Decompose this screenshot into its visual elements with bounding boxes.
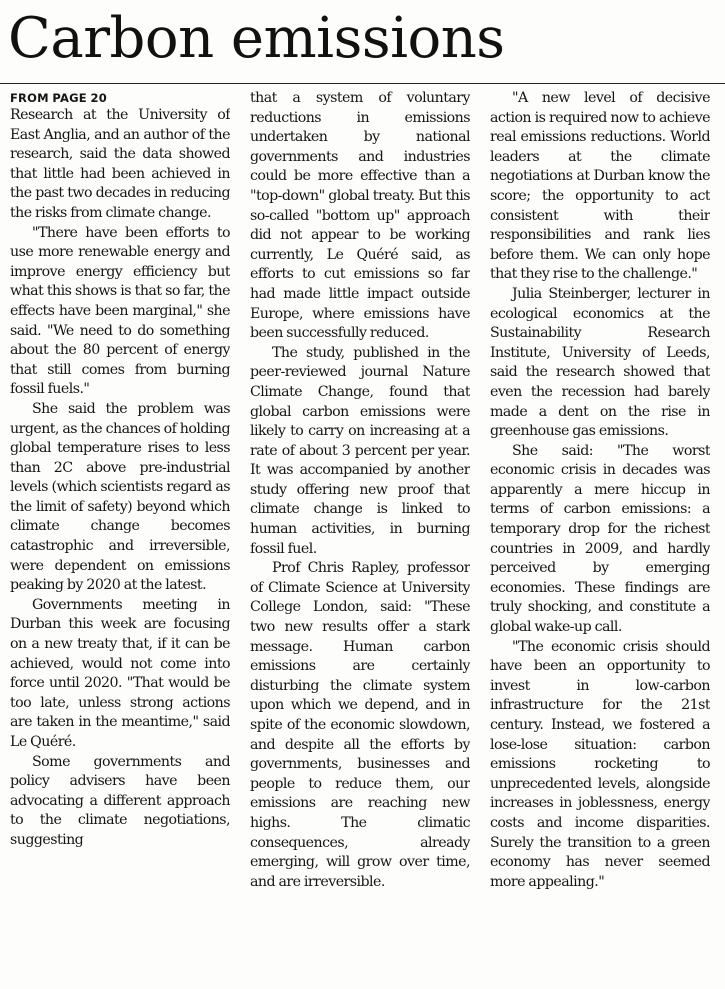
paragraph: Governments meeting in Durban this week are focusing on a new treaty that, if it can be achieved, would not come into force until 2020. "That would be too late, unless strong actions are taken in the meantime," said Le Quéré. (10, 596, 230, 750)
paragraph: that a system of voluntary reductions in emissions undertaken by national governments and industries could be more effective than a "top-down" global treaty. But this so-called "bottom up" approach did not appear to be working currently, Le Quéré said, as efforts to cut emissions so far had made little impact outside Europe, where emissions have been successfully reduced. (250, 90, 470, 342)
article-column-1 (10, 89, 230, 981)
paragraph: The study, published in the peer-reviewed journal Nature Climate Change, found that global carbon emissions were likely to carry on increasing at a rate of about 3 percent per year. It was accompanied by another study offering new proof that climate change is linked to human activities, in burning fossil fuel. (250, 344, 470, 557)
paragraph: Research at the University of East Anglia, and an author of the research, said the data showed that little had been achieved in the past two decades in reducing the risks from climate change. (10, 107, 230, 221)
headline: Carbon emissions (8, 6, 505, 71)
continued-from-label: FROM PAGE 20 (10, 91, 107, 105)
headline-rule (0, 83, 725, 84)
paragraph: "The economic crisis should have been an opportunity to invest in low-carbon infrastructure for the 21st century. Instead, we fostered a lose-lose situation: carbon emissions rocketing to unprecedented levels, alongside increases in joblessness, energy costs and income disparities. Surely the transition to a green economy has never seemed more appealing." (490, 638, 710, 890)
paragraph: Prof Chris Rapley, professor of Climate Science at University College London, said: "These two new results offer a stark message. Human carbon emissions are certainly disturbing the climate system upon which we depend, and in spite of the economic slowdown, and despite all the efforts by governments, businesses and people to reduce them, our emissions are reaching new highs. The climatic consequences, already emerging, will grow over time, and are irreversible. (250, 560, 470, 890)
paragraph: "A new level of decisive action is required now to achieve real emissions reductions. World leaders at the climate negotiations at Durban know the score; the opportunity to act consistent with their responsibilities and rank lies before them. We can only hope that they rise to the challenge." (490, 90, 710, 283)
paragraph: Julia Steinberger, lecturer in ecological economics at the Sustainability Research Institute, University of Leeds, said the research showed that even the recession had barely made a dent on the rise in greenhouse gas emissions. (490, 285, 710, 440)
paragraph: She said the problem was urgent, as the chances of holding global temperature rises to less than 2C above pre-industrial levels (which scientists regard as the limit of safety) beyond which climate change becomes catastrophic and irreversible, were dependent on emissions peaking by 2020 at the latest. (10, 400, 230, 594)
paragraph: She said: "The worst economic crisis in decades was apparently a mere hiccup in terms of carbon emissions: a temporary drop for the richest countries in 2009, and hardly perceived by emerging economies. These findings are truly shocking, and constitute a global wake-up call. (490, 442, 710, 636)
article-column-2 (250, 89, 470, 981)
article-column-3 (490, 89, 710, 981)
paragraph: Some governments and policy advisers have been advocating a different approach to the climate negotiations, suggesting (10, 753, 230, 848)
paragraph: "There have been efforts to use more renewable energy and improve energy efficiency but what this shows is that so far, the effects have been marginal," she said. "We need to do something about the 80 percent of energy that still comes from burning fossil fuels." (10, 224, 230, 398)
